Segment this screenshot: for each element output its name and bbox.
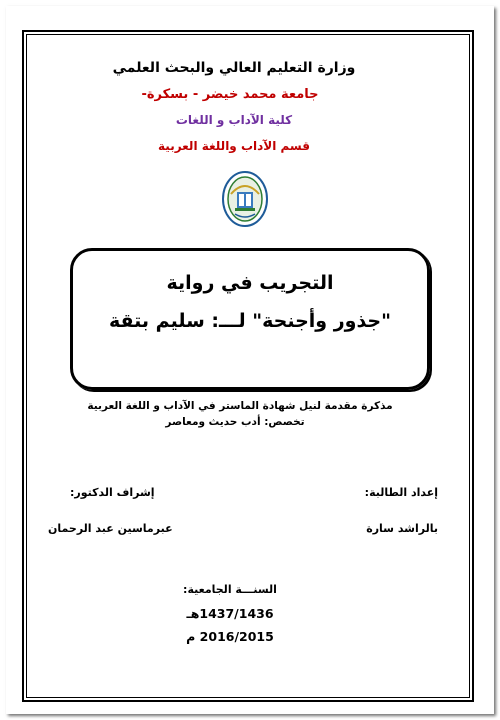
department-name: قسم الآداب واللغة العربية bbox=[158, 139, 310, 153]
university-seal-icon bbox=[222, 170, 268, 228]
university-name: جامعة محمد خيضر - بسكرة- bbox=[141, 87, 319, 102]
academic-year-gregorian: 2016/2015 م bbox=[186, 629, 274, 644]
thesis-title-line-2: "جذور وأجنحة" لـــ: سليم بتقة bbox=[108, 310, 392, 332]
supervisor-name: عبرماسين عبد الرحمان bbox=[48, 522, 173, 535]
ministry-name: وزارة التعليم العالي والبحث العلمي bbox=[112, 60, 356, 76]
faculty-name: كلية الآداب و اللغات bbox=[175, 113, 293, 127]
specialization: تخصص: أدب حديث ومعاصر bbox=[165, 416, 305, 428]
academic-year-label: السنـــة الجامعية: bbox=[183, 583, 277, 596]
prepared-by-label: إعداد الطالبة: bbox=[364, 486, 438, 499]
academic-year-hijri: 1437/1436هـ bbox=[186, 606, 274, 621]
thesis-title-line-1: التجريب في رواية bbox=[166, 272, 334, 294]
supervised-by-label: إشراف الدكتور: bbox=[70, 486, 155, 499]
student-name: بالراشد سارة bbox=[366, 522, 438, 535]
memo-description: مذكرة مقدمة لنيل شهادة الماستر في الآداب و اللغة العربية bbox=[87, 400, 393, 412]
